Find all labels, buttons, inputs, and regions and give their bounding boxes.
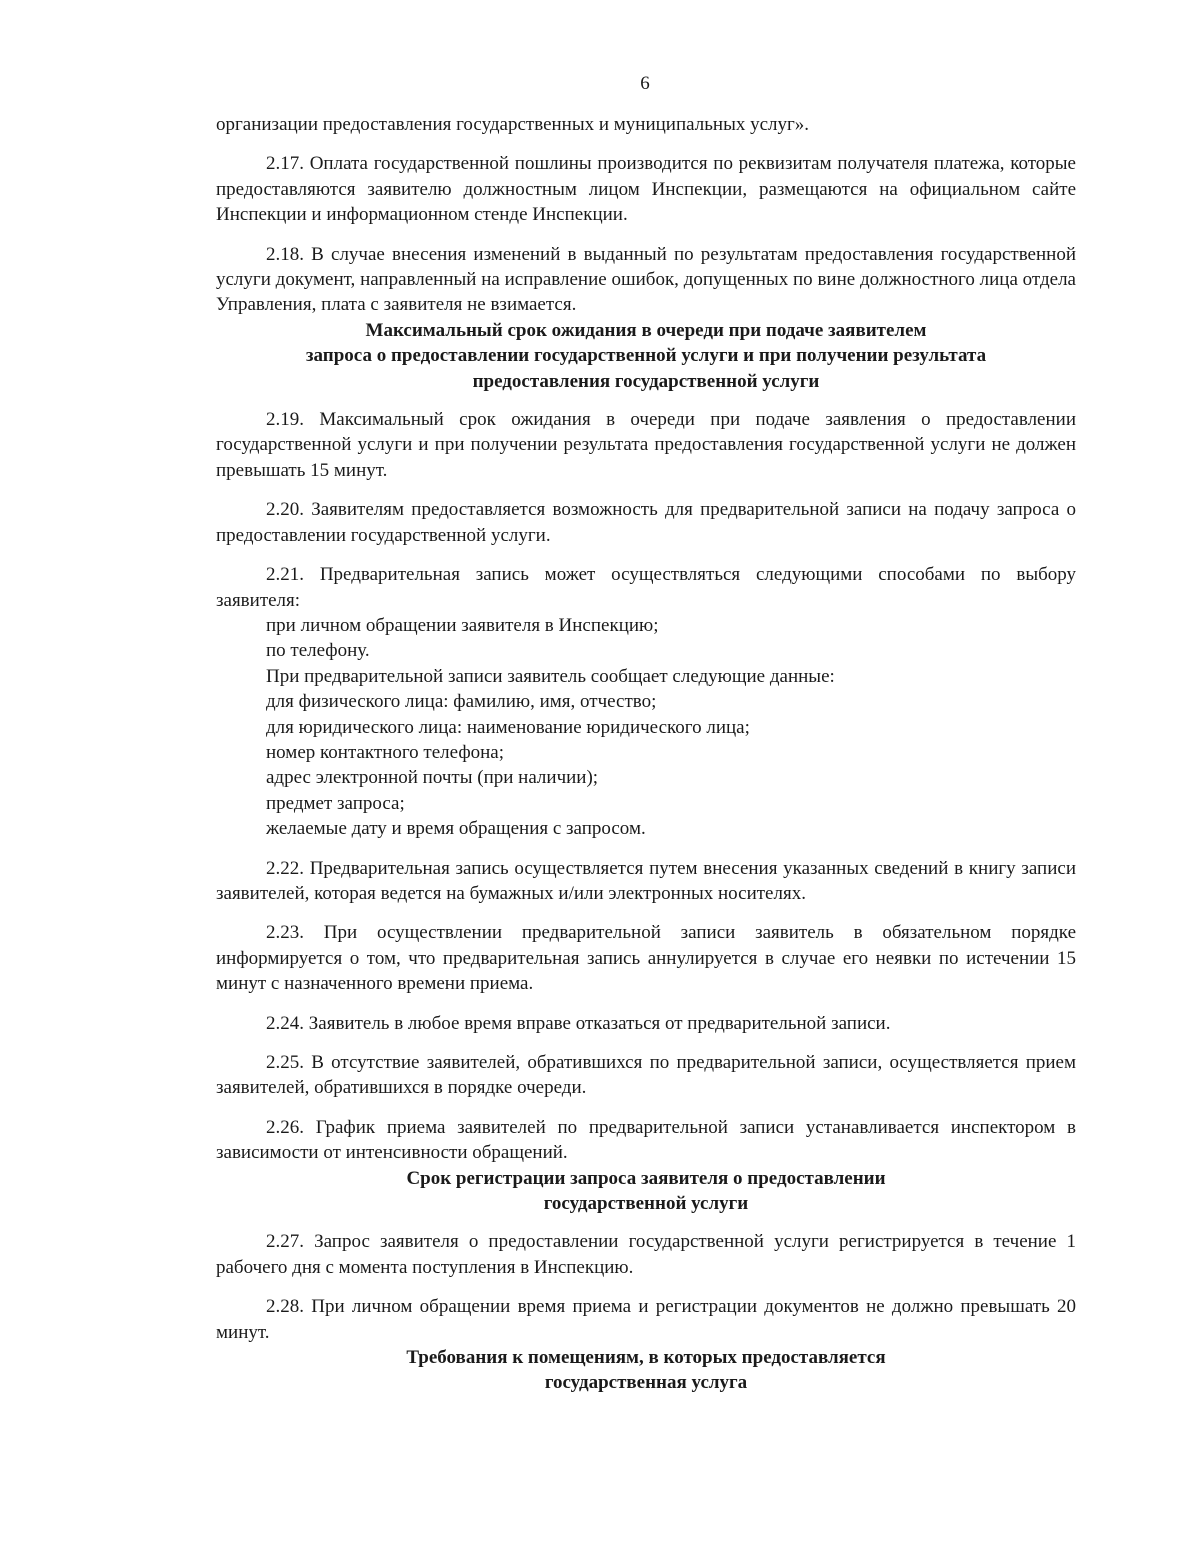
list-item: адрес электронной почты (при наличии); [266, 767, 599, 789]
paragraph-2-28: 2.28. При личном обращении время приема и регистрации документов не должно превышать 20 минут. [216, 1296, 1076, 1343]
paragraph-2-27: 2.27. Запрос заявителя о предоставлении государственной услуги регистрируется в течение 1 рабочего дня с момента поступления в Инспекцию. [216, 1231, 1076, 1278]
list-item: номер контактного телефона; [266, 741, 505, 763]
page-content [216, 112, 1076, 1396]
list-item: предмет запроса; [266, 792, 405, 814]
heading-line: государственная услуга [544, 1372, 748, 1394]
heading-line: Максимальный срок ожидания в очереди при подаче заявителем [365, 319, 927, 341]
list-item: для юридического лица: наименование юридического лица; [266, 716, 750, 738]
heading-queue-wait-time [216, 318, 1076, 394]
heading-premises-requirements [216, 1345, 1076, 1396]
paragraph-2-23: 2.23. При осуществлении предварительной записи заявитель в обязательном порядке информируется о том, что предварительная запись аннулируется в случае его неявки по истечении 15 минут с назначенного времени приема. [216, 922, 1076, 995]
list-item: желаемые дату и время обращения с запросом. [266, 818, 646, 840]
continuation-text: организации предоставления государственных и муниципальных услуг». [216, 114, 810, 135]
heading-line: запроса о предоставлении государственной услуги и при получении результата [305, 345, 987, 367]
heading-line: Срок регистрации запроса заявителя о предоставлении [406, 1167, 886, 1189]
paragraph-2-24: 2.24. Заявитель в любое время вправе отказаться от предварительной записи. [266, 1012, 891, 1034]
heading-registration-term [216, 1166, 1076, 1217]
paragraph-2-26: 2.26. График приема заявителей по предварительной записи устанавливается инспектором в зависимости от интенсивности обращений. [216, 1116, 1076, 1164]
list-item: для физического лица: фамилию, имя, отчество; [266, 691, 657, 713]
list-item: по телефону. [266, 640, 370, 662]
data-intro: При предварительной записи заявитель сообщает следующие данные: [266, 665, 835, 687]
paragraph-2-22: 2.22. Предварительная запись осуществляется путем внесения указанных сведений в книгу записи заявителей, которая ведется на бумажных и/или электронных носителях. [216, 857, 1076, 904]
paragraph-2-25: 2.25. В отсутствие заявителей, обратившихся по предварительной записи, осуществляется прием заявителей, обратившихся в порядке очереди. [216, 1052, 1076, 1099]
heading-line: государственной услуги [543, 1193, 749, 1215]
page-number: 6 [640, 73, 650, 94]
list-item: при личном обращении заявителя в Инспекцию; [266, 614, 659, 636]
paragraph-2-17: 2.17. Оплата государственной пошлины производится по реквизитам получателя платежа, которые предоставляются заявителю должностным лицом Инспекции, размещаются на официальном сайте Инспекции и информационном стенде Инспекции. [216, 153, 1076, 226]
paragraph-2-19: 2.19. Максимальный срок ожидания в очереди при подаче заявления о предоставлении государственной услуги и при получении результата предоставления государственной услуги не должен превышать 15 минут. [216, 409, 1076, 481]
paragraph-2-21: 2.21. Предварительная запись может осуществляться следующими способами по выбору заявителя: [216, 564, 1076, 611]
paragraph-2-18: 2.18. В случае внесения изменений в выданный по результатам предоставления государственной услуги документ, направленный на исправление ошибок, допущенных по вине должностного лица отдела Управления, плата с заявителя не взимается. [216, 243, 1076, 316]
paragraph-2-20: 2.20. Заявителям предоставляется возможность для предварительной записи на подачу запроса о предоставлении государственной услуги. [216, 499, 1076, 546]
heading-line: Требования к помещениям, в которых предоставляется [406, 1347, 886, 1369]
heading-line: предоставления государственной услуги [472, 370, 820, 392]
